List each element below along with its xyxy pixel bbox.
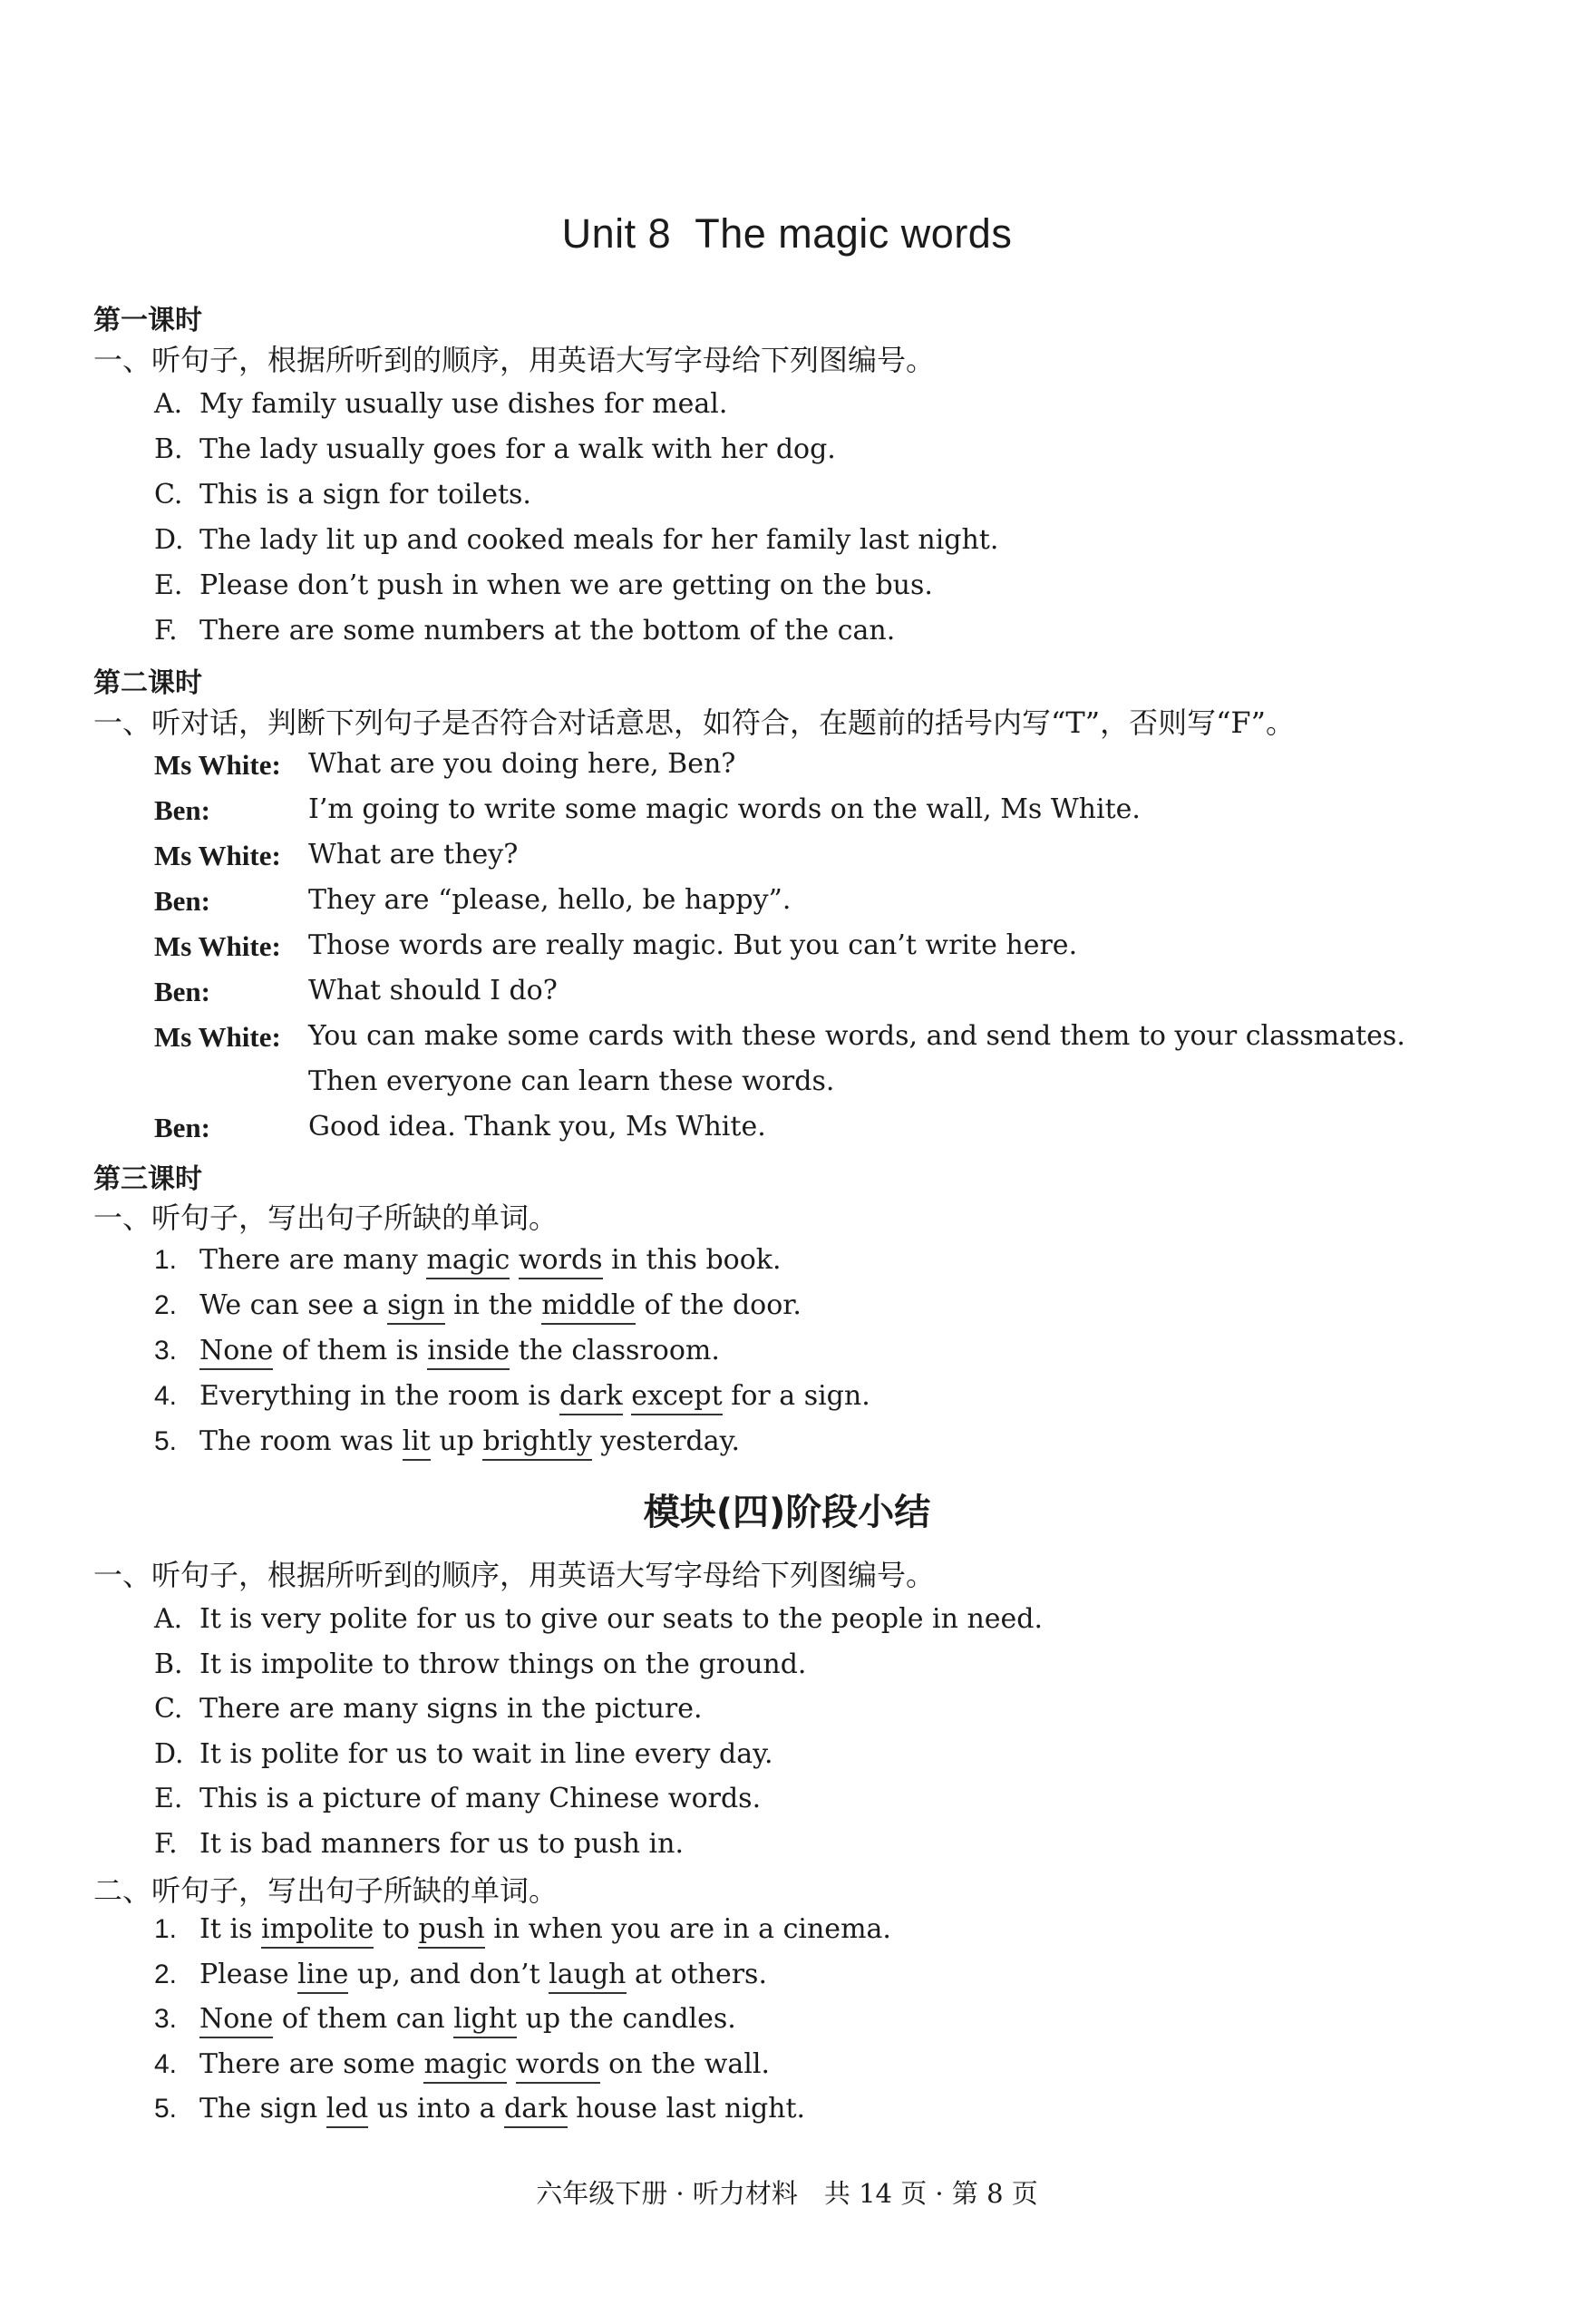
item-label: E.	[154, 1783, 183, 1814]
dialogue-speaker: Ben:	[154, 794, 210, 826]
list-item	[154, 524, 998, 556]
fill-in-item	[154, 2003, 736, 2035]
sentence-text: yesterday.	[591, 1425, 741, 1457]
item-label: A.	[154, 388, 183, 420]
answer-word: dark	[559, 1380, 623, 1415]
fill-in-item	[154, 2048, 770, 2080]
dialogue-line: You can make some cards with these words, and send them to your classmates. Then everyone can learn these words.	[308, 1020, 1405, 1097]
answer-word: impolite	[261, 1913, 374, 1949]
list-item	[154, 1783, 761, 1814]
list-item	[154, 615, 895, 647]
sentence-text: us into a	[368, 2093, 505, 2125]
answer-word: except	[631, 1380, 723, 1415]
list-item	[154, 1693, 703, 1725]
dialogue-speaker: Ben:	[154, 885, 210, 917]
answer-word: sign	[387, 1289, 445, 1325]
item-label: A.	[154, 1603, 183, 1635]
page-footer: 六年级下册 · 听力材料 共 14 页 · 第 8 页	[536, 2178, 1038, 2209]
answer-word: inside	[427, 1335, 510, 1370]
item-text: There are many signs in the picture.	[199, 1693, 703, 1725]
sentence-text: We can see a	[199, 1289, 388, 1321]
fill-in-item	[154, 1289, 802, 1321]
list-item	[154, 433, 836, 465]
module-title: 模块(四)阶段小结	[643, 1492, 931, 1533]
answer-word: light	[453, 2003, 517, 2038]
sentence-text	[623, 1380, 632, 1412]
lesson2-instruction: 一、听对话，判断下列句子是否符合对话意思，如符合，在题前的括号内写“T”，否则写“F”。	[93, 705, 1295, 740]
item-text: This is a sign for toilets.	[199, 479, 531, 511]
item-text: The lady usually goes for a walk with her dog.	[199, 433, 836, 465]
dialogue-line: They are “please, hello, be happy”.	[308, 884, 792, 916]
list-item	[154, 388, 727, 420]
answer-word: magic	[426, 1244, 510, 1279]
sentence-text: to	[374, 1913, 419, 1945]
item-text: My family usually use dishes for meal.	[199, 388, 728, 420]
item-label: B.	[154, 433, 183, 465]
item-number: 2.	[154, 1290, 178, 1320]
fill-in-item	[154, 1380, 870, 1412]
sentence-text: of the door.	[636, 1289, 802, 1321]
answer-word: words	[519, 1244, 603, 1279]
answer-word: words	[516, 2048, 600, 2084]
sentence-text: The room was	[199, 1425, 403, 1457]
item-label: D.	[154, 1737, 184, 1770]
item-text: It is impolite to throw things on the ground.	[199, 1648, 807, 1680]
item-number: 1.	[154, 1914, 178, 1944]
item-text: The lady lit up and cooked meals for her family last night.	[199, 524, 999, 556]
sentence-text: Everything in the room is	[199, 1380, 560, 1412]
fill-in-item	[154, 1244, 781, 1276]
sentence-text: in when you are in a cinema.	[484, 1913, 891, 1945]
item-number: 4.	[154, 1381, 178, 1411]
sentence-text	[507, 2048, 516, 2080]
answer-word: dark	[504, 2093, 568, 2128]
item-text: There are some numbers at the bottom of the can.	[199, 615, 896, 647]
sentence-text: up	[430, 1425, 483, 1457]
item-label: F.	[154, 1827, 178, 1860]
answer-word: brightly	[482, 1425, 591, 1461]
item-label: F.	[154, 615, 178, 647]
dialogue-line: Good idea. Thank you, Ms White.	[308, 1111, 766, 1143]
answer-word: led	[326, 2093, 369, 2128]
fill-in-item	[154, 1425, 740, 1457]
page-title	[0, 210, 1574, 258]
answer-word: line	[297, 1959, 348, 1994]
sentence-text: the classroom.	[510, 1335, 720, 1366]
fill-in-item	[154, 2093, 805, 2125]
item-label: C.	[154, 1693, 183, 1725]
item-label: E.	[154, 569, 183, 601]
sentence-text: Please	[199, 1958, 298, 1990]
lesson3-heading: 第三课时	[93, 1163, 202, 1195]
dialogue-speaker: Ben:	[154, 1112, 210, 1143]
sentence-text: for a sign.	[722, 1380, 870, 1412]
lesson2-heading: 第二课时	[93, 667, 202, 699]
fill-in-item	[154, 1913, 891, 1945]
answer-word: laugh	[549, 1959, 626, 1994]
dialogue-line: What should I do?	[308, 975, 558, 1006]
list-item	[154, 1648, 806, 1680]
sentence-text: There are many	[199, 1244, 427, 1276]
dialogue-line: What are they?	[308, 839, 519, 870]
dialogue-line: What are you doing here, Ben?	[308, 748, 736, 780]
sentence-text: at others.	[626, 1958, 767, 1990]
fill-in-item	[154, 1959, 767, 1990]
list-item	[154, 569, 933, 601]
item-text: It is bad manners for us to push in.	[199, 1827, 684, 1860]
list-item	[154, 1738, 773, 1770]
sentence-text: in the	[444, 1289, 542, 1321]
lesson3-instruction: 一、听句子，写出句子所缺的单词。	[93, 1201, 559, 1235]
list-item	[154, 1603, 1043, 1635]
answer-word: push	[418, 1913, 484, 1949]
sentence-text: of them can	[273, 2003, 454, 2035]
sentence-text: up the candles.	[517, 2003, 736, 2035]
module-part2-instruction: 二、听句子，写出句子所缺的单词。	[93, 1873, 559, 1908]
sentence-text: It is	[199, 1913, 261, 1945]
dialogue-speaker: Ms White:	[154, 1021, 281, 1053]
sentence-text: on the wall.	[599, 2047, 771, 2080]
dialogue-line: Those words are really magic. But you can’t write here.	[308, 929, 1078, 961]
dialogue-line: I’m going to write some magic words on the wall, Ms White.	[308, 793, 1141, 825]
lesson1-heading: 第一课时	[93, 305, 202, 336]
sentence-text: of them is	[273, 1335, 428, 1366]
dialogue-speaker: Ben:	[154, 976, 210, 1007]
item-text: Please don’t push in when we are getting on the bus.	[199, 569, 933, 601]
dialogue-speaker: Ms White:	[154, 930, 281, 962]
item-number: 4.	[154, 2048, 178, 2079]
dialogue-speaker: Ms White:	[154, 749, 281, 781]
module-part1-instruction: 一、听句子，根据所听到的顺序，用英语大写字母给下列图编号。	[93, 1558, 936, 1592]
item-label: D.	[154, 524, 184, 556]
unit-name: The magic words	[695, 210, 1013, 257]
unit-number: Unit 8	[561, 210, 672, 257]
sentence-text: The sign	[199, 2093, 326, 2125]
item-number: 2.	[154, 1959, 178, 1989]
lesson1-instruction: 一、听句子，根据所听到的顺序，用英语大写字母给下列图编号。	[93, 343, 936, 377]
item-number: 3.	[154, 2004, 178, 2034]
sentence-text: up, and don’t	[348, 1958, 549, 1990]
item-number: 5.	[154, 1426, 178, 1456]
answer-word: middle	[541, 1289, 636, 1325]
fill-in-item	[154, 1335, 720, 1366]
item-text: It is very polite for us to give our seats to the people in need.	[199, 1603, 1044, 1635]
sentence-text: in this book.	[602, 1244, 782, 1276]
item-label: C.	[154, 479, 183, 511]
list-item	[154, 479, 531, 511]
item-text: It is polite for us to wait in line every day.	[199, 1737, 773, 1770]
item-label: B.	[154, 1648, 183, 1680]
item-number: 3.	[154, 1336, 178, 1366]
answer-word: None	[199, 2003, 273, 2038]
dialogue-speaker: Ms White:	[154, 840, 281, 871]
item-text: This is a picture of many Chinese words.	[199, 1783, 762, 1814]
answer-word: magic	[423, 2048, 507, 2084]
sentence-text: house last night.	[567, 2093, 806, 2125]
sentence-text	[510, 1244, 519, 1276]
list-item	[154, 1828, 684, 1860]
answer-word: lit	[403, 1425, 431, 1461]
item-number: 1.	[154, 1245, 178, 1275]
item-number: 5.	[154, 2094, 178, 2124]
sentence-text: There are some	[199, 2047, 424, 2080]
answer-word: None	[199, 1335, 273, 1370]
